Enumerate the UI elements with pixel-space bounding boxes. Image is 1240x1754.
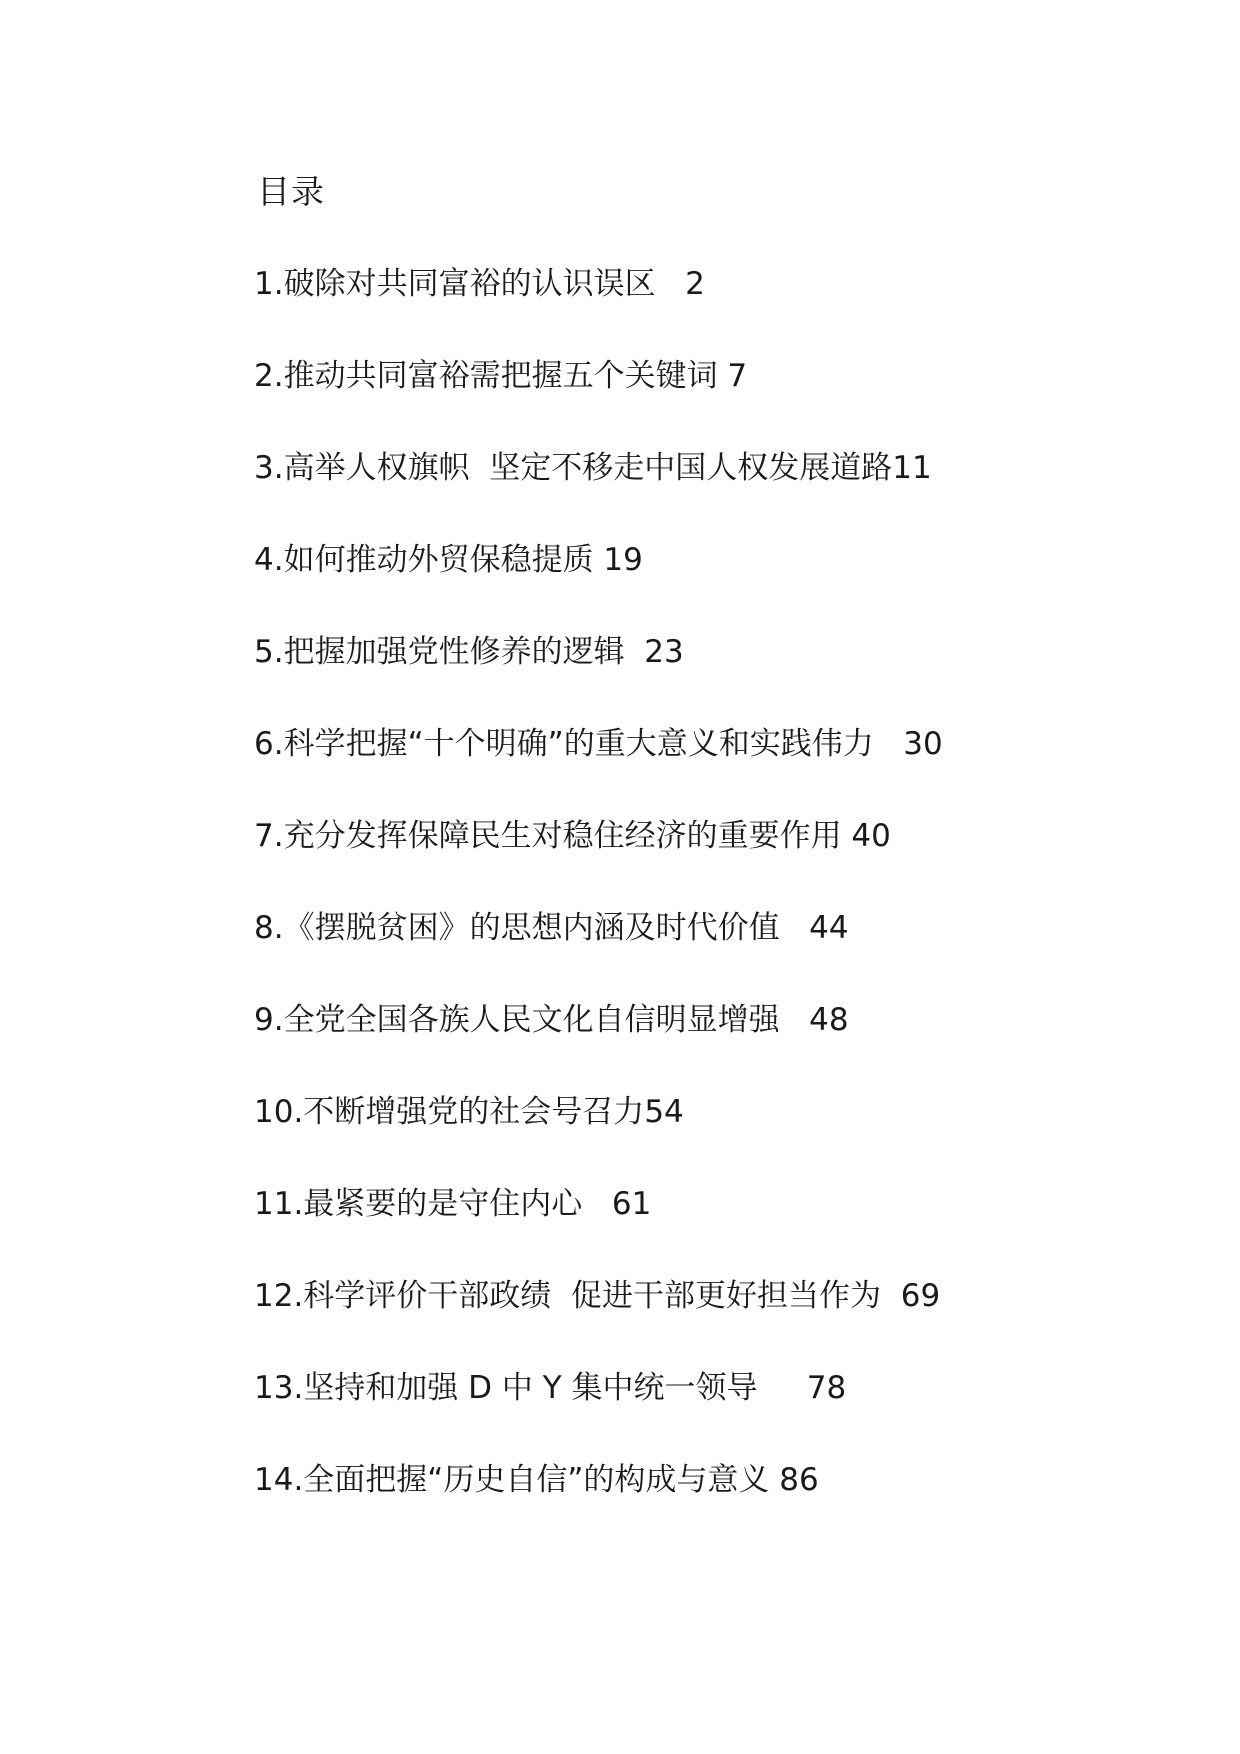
toc-entry-page: 40: [841, 818, 891, 854]
toc-entry-title: 7.充分发挥保障民生对稳住经济的重要作用: [254, 818, 842, 854]
toc-entry-page: 44: [779, 910, 849, 946]
toc-entry-page: 86: [769, 1462, 819, 1498]
toc-entry: [254, 632, 943, 724]
toc-entry-page: 2: [655, 266, 705, 302]
toc-entry-title: 8.《摆脱贫困》的思想内涵及时代价值: [254, 910, 780, 946]
toc-entry-title: 11.最紧要的是守住内心: [254, 1186, 583, 1222]
toc-entry-title: 6.科学把握“十个明确”的重大意义和实践伟力: [254, 726, 874, 762]
toc-entry-title: 2.推动共同富裕需把握五个关键词: [254, 358, 718, 394]
toc-entry: [254, 1368, 943, 1460]
toc-entry-page: 23: [624, 634, 684, 670]
toc-entry-page: 7: [717, 358, 748, 394]
toc-entry: [254, 356, 943, 448]
toc-entry-title: 14.全面把握“历史自信”的构成与意义: [254, 1462, 770, 1498]
toc-entry: [254, 540, 943, 632]
toc-entry: [254, 1460, 943, 1552]
toc-entry-title: 13.坚持和加强 D 中 Y 集中统一领导: [254, 1370, 758, 1406]
toc-entry-title: 1.破除对共同富裕的认识误区: [254, 266, 656, 302]
toc-entry-title: 12.科学评价干部政绩 促进干部更好担当作为: [254, 1278, 882, 1314]
toc-entry-title: 9.全党全国各族人民文化自信明显增强: [254, 1002, 780, 1038]
toc-heading: 目录: [257, 172, 325, 211]
toc-entry-page: 19: [593, 542, 643, 578]
toc-entry: [254, 1000, 943, 1092]
toc-entry: [254, 448, 943, 540]
toc-entry-page: 48: [779, 1002, 849, 1038]
toc-entry: [254, 1184, 943, 1276]
toc-entry-page: 78: [757, 1370, 847, 1406]
toc-entry-page: 30: [873, 726, 943, 762]
toc-entry-page: 11: [892, 450, 932, 486]
toc-entry-page: 54: [644, 1094, 684, 1130]
toc-entry: [254, 1092, 943, 1184]
toc-entry: [254, 908, 943, 1000]
toc-entry: [254, 724, 943, 816]
toc-entry: [254, 816, 943, 908]
toc-entry-title: 4.如何推动外贸保稳提质: [254, 542, 594, 578]
toc-entry-title: 10.不断增强党的社会号召力: [254, 1094, 645, 1130]
toc-entry-page: 69: [881, 1278, 941, 1314]
toc-entry: [254, 264, 943, 356]
toc-entry: [254, 1276, 943, 1368]
toc-entry-title: 5.把握加强党性修养的逻辑: [254, 634, 625, 670]
toc-list: [254, 264, 943, 1552]
toc-entry-title: 3.高举人权旗帜 坚定不移走中国人权发展道路: [254, 450, 893, 486]
toc-entry-page: 61: [582, 1186, 652, 1222]
